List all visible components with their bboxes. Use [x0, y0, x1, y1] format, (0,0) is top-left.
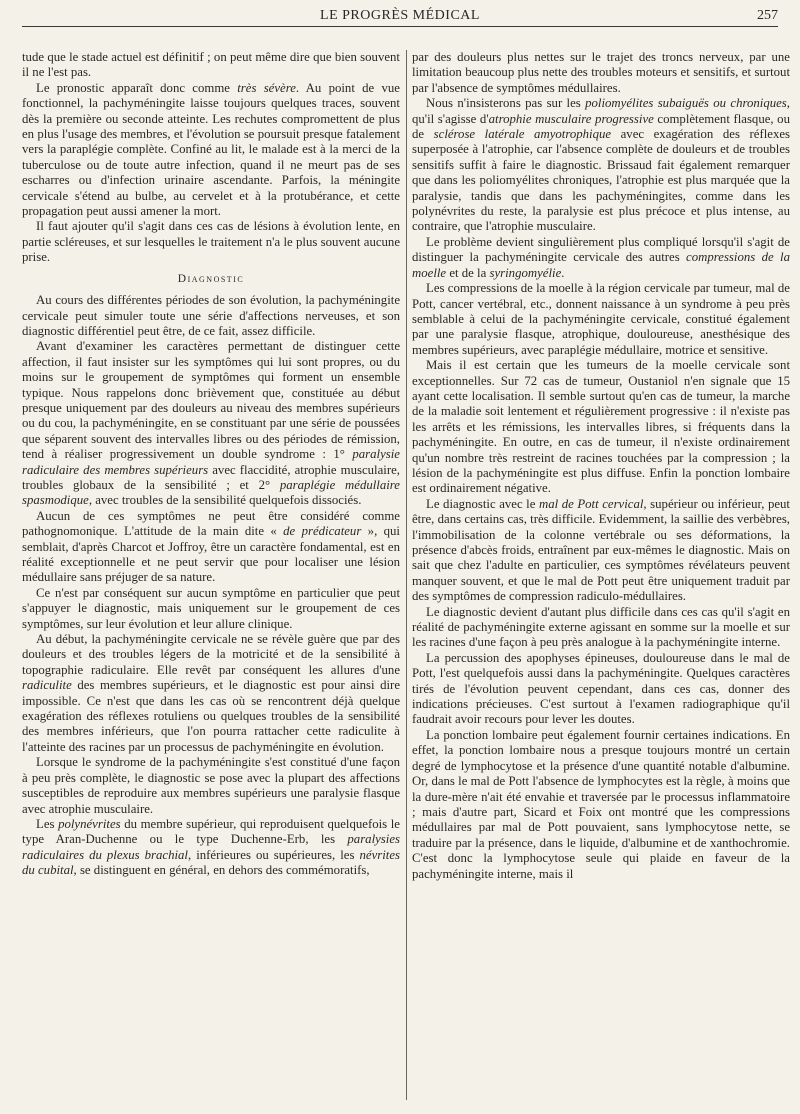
emphasis: paralysies radiculaires du plexus brachial — [22, 832, 400, 862]
emphasis: sclérose latérale amyotrophique — [433, 127, 612, 142]
paragraph: Nous n'insisterons pas sur les poliomyélites subaiguës ou chroniques, qu'il s'agisse d'atrophie musculaire progressive complètement flasque, ou de sclérose latérale amyotrophique avec exagération des réflexes superposée à l'atrophie, car l'absence complète de douleurs et de troubles sensitifs suffit à faire le diagnostic. Brissaud fait également remarquer que dans les poliomyélites chroniques, l'atrophie est plus marquée que la paralysie, tandis que dans les pachyméningites, comme dans les polynévrites du reste, la paralysie est plus précoce et plus intense, au contraire, que l'atrophie musculaire. — [412, 96, 790, 234]
emphasis: très sévère — [237, 80, 296, 95]
emphasis: paraplégie médullaire spasmodique — [22, 477, 400, 508]
paragraph: Au début, la pachyméningite cervicale ne se révèle guère que par des douleurs et des troubles légers de la motricité et de la sensibilité à topographie radiculaire. Elle revêt par conséquent les allures d'une radiculite des membres supérieurs, et le diagnostic est pour ainsi dire impossible. Ce n'est que dans les cas où se rencontrent déjà quelque exagération des réflexes rotuliens ou quelques troubles de la sensibilité des membres inférieurs, que l'on pourra rattacher cette radiculite à l'atteinte des racines par un processus de pachyméningite en évolution. — [22, 632, 400, 754]
paragraph: Avant d'examiner les caractères permettant de distinguer cette affection, il faut insister sur les symptômes qui lui sont propres, ou du moins sur le groupement de symptômes qui forment un ensemble typique. Nous rappelons donc brièvement que, constituée au début presque uniquement par des douleurs au niveau des membres supérieurs ou du cou, la pachyméningite, en se constituant par une série de poussées que séparent souvent des intervalles libres ou des périodes de rémission, tend à réaliser progressivement un double syndrome : 1° paralysie radiculaire des membres supérieurs avec flaccidité, atrophie musculaire, troubles globaux de la sensibilité ; et 2° paraplégie médullaire spasmodique, avec troubles de la sensibilité quelquefois dissociés. — [22, 339, 400, 508]
paragraph: Les compressions de la moelle à la région cervicale par tumeur, mal de Pott, cancer vertébral, etc., donnent naissance à un syndrome à peu près semblable à celui de la pachyméningite cervicale, constitué également par une paralysie flasque, atrophique, douloureuse, anesthésique des membres supérieurs, avec paraplégie médullaire, motrice et sensitive. — [412, 281, 790, 357]
paragraph: Lorsque le syndrome de la pachyméningite s'est constitué d'une façon à peu près complète, le diagnostic se pose avec la plupart des affections susceptibles de reproduire aux membres supérieurs une paralysie flasque avec atrophie musculaire. — [22, 755, 400, 816]
emphasis: radiculite — [22, 678, 72, 693]
paragraph: par des douleurs plus nettes sur le trajet des troncs nerveux, par une limitation beaucoup plus nette des troubles moteurs et sensitifs, et surtout par l'absence de symptômes médullaires. — [412, 50, 790, 95]
paragraph: Aucun de ces symptômes ne peut être considéré comme pathognomonique. L'attitude de la main dite « de prédicateur », qui semblait, d'après Charcot et Joffroy, être un caractère fondamental, est en réalité exceptionnelle et ne peut servir que pour localiser une lésion médullaire sans préjuger de sa nature. — [22, 508, 400, 585]
emphasis: poliomyélites subaiguës ou chroniques — [585, 96, 787, 111]
section-heading: Diagnostic — [177, 272, 245, 285]
paragraph: Le diagnostic devient d'autant plus difficile dans ces cas qu'il s'agit en réalité de pachyméningite externe agissant en somme sur la moelle et sur les racines d'une façon à peu près analogue à la pachyméningite interne. — [412, 604, 790, 650]
emphasis: paralysie radiculaire des membres supérieurs — [22, 447, 400, 477]
paragraph: Le problème devient singulièrement plus compliqué lorsqu'il s'agit de distinguer la pachyméningite cervicale des autres compressions de la moelle et de la syringomyélie. — [412, 234, 790, 280]
emphasis: polynévrites — [58, 816, 121, 831]
journal-title: LE PROGRÈS MÉDICAL — [320, 8, 480, 23]
emphasis: syringomyélie — [489, 265, 562, 280]
emphasis: névrites du cubital — [22, 847, 400, 878]
paragraph: Au cours des différentes périodes de son évolution, la pachyméningite cervicale peut simuler toute une série d'affections nerveuses, et son diagnostic différentiel peut être, de ce fait, assez difficile. — [22, 293, 400, 338]
left-column — [22, 50, 400, 1110]
emphasis: compressions de la moelle — [412, 250, 790, 280]
paragraph: Ce n'est par conséquent sur aucun symptôme en particulier que peut s'appuyer le diagnostic, mais uniquement sur le groupement de ces symptômes, sur leur évolution et leur allure clinique. — [22, 585, 400, 631]
right-column — [412, 50, 790, 1110]
paragraph: Mais il est certain que les tumeurs de la moelle cervicale sont exceptionnelles. Sur 72 cas de tumeur, Oustaniol n'en signale que 15 ayant cette localisation. Il semble surtout qu'en cas de tumeur, la marche de la maladie soit lentement et régulièrement progressive : il n'existe pas les arrêts et les rémissions, les intervalles libres, si fréquents dans la pachyméningite. En outre, en cas de tumeur, il n'existe ordinairement qu'un nombre très restreint de racines touchées par la compression ; la lésion de la pachyméningite est plus diffuse. Enfin la ponction lombaire est ordinairement négative. — [412, 358, 790, 496]
page-number: 257 — [757, 8, 778, 23]
paragraph: Le pronostic apparaît donc comme très sévère. Au point de vue fonctionnel, la pachyméningite laisse toujours quelques traces, souvent dès la première ou seconde atteinte. Les rechutes compromettent de plus en plus l'usage des membres, et l'évolution se poursuit presque fatalement vers la paraplégie complète. Confiné au lit, le malade est à la merci de la tuberculose ou de toute autre infection, quand il ne meurt pas de ses escharres ou d'infection urinaire ascendante. Parfois, la méningite cervicale s'étend au bulbe, au cervelet et à la protubérance, et cette propagation peut aussi amener la mort. — [22, 80, 400, 219]
running-header — [22, 6, 778, 27]
column-divider — [406, 50, 407, 1100]
paragraph: Le diagnostic avec le mal de Pott cervical, supérieur ou inférieur, peut être, dans certains cas, très difficile. Evidemment, la saillie des verbèbres, l'immobilisation de la colonne vertébrale ou ses déformations, la présence d'abcès froids, entraînent par eux-mêmes le diagnostic. Mais on sait que chez l'adulte en particulier, ces symptômes révélateurs peuvent manquer souvent, et que le mal de Pott peut être uniquement traduit par des symptômes de compression radiculo-médullaires. — [412, 496, 790, 604]
paragraph: tude que le stade actuel est définitif ; on peut même dire que bien souvent il ne l'est pas. — [22, 50, 400, 80]
paragraph: La percussion des apophyses épineuses, douloureuse dans le mal de Pott, l'est quelquefois aussi dans la pachyméningite. Quelques caractères tirés de l'évolution peuvent cependant, dans ces cas, donner des indications précieuses. C'est surtout à l'examen radiographique qu'il faudrait avoir recours pour lever les doutes. — [412, 650, 790, 727]
paragraph: Les polynévrites du membre supérieur, qui reproduisent quelquefois le type Aran-Duchenne ou le type Duchenne-Erb, les paralysies radiculaires du plexus brachial, inférieures ou supérieures, les névrites du cubital, se distinguent en général, en dehors des commémoratifs, — [22, 816, 400, 878]
emphasis: de prédicateur — [283, 524, 362, 539]
emphasis: mal de Pott cervical — [538, 496, 644, 511]
paragraph: La ponction lombaire peut également fournir certaines indications. En effet, la ponction lombaire nous a presque toujours montré un certain degré de lymphocytose et la présence d'une quantité notable d'albumine. Or, dans le mal de Pott l'absence de lymphocytes est la règle, à moins que la dure-mère n'ait été envahie et traversée par le processus inflammatoire ; mais d'autre part, Sicard et Foix ont montré que les compressions médullaires par mal de Pott pouvaient, sans lymphocytose nette, se traduire par la présence, dans le liquide, d'albumine et de xanthochromie. C'est donc la lymphocytose seule qui plaide en faveur de la pachyméningite interne, mais il — [412, 727, 790, 881]
paragraph: Il faut ajouter qu'il s'agit dans ces cas de lésions à évolution lente, en partie scléreuses, et sur lesquelles le traitement n'a le plus souvent aucune prise. — [22, 219, 400, 265]
emphasis: atrophie musculaire progressive — [488, 111, 654, 126]
